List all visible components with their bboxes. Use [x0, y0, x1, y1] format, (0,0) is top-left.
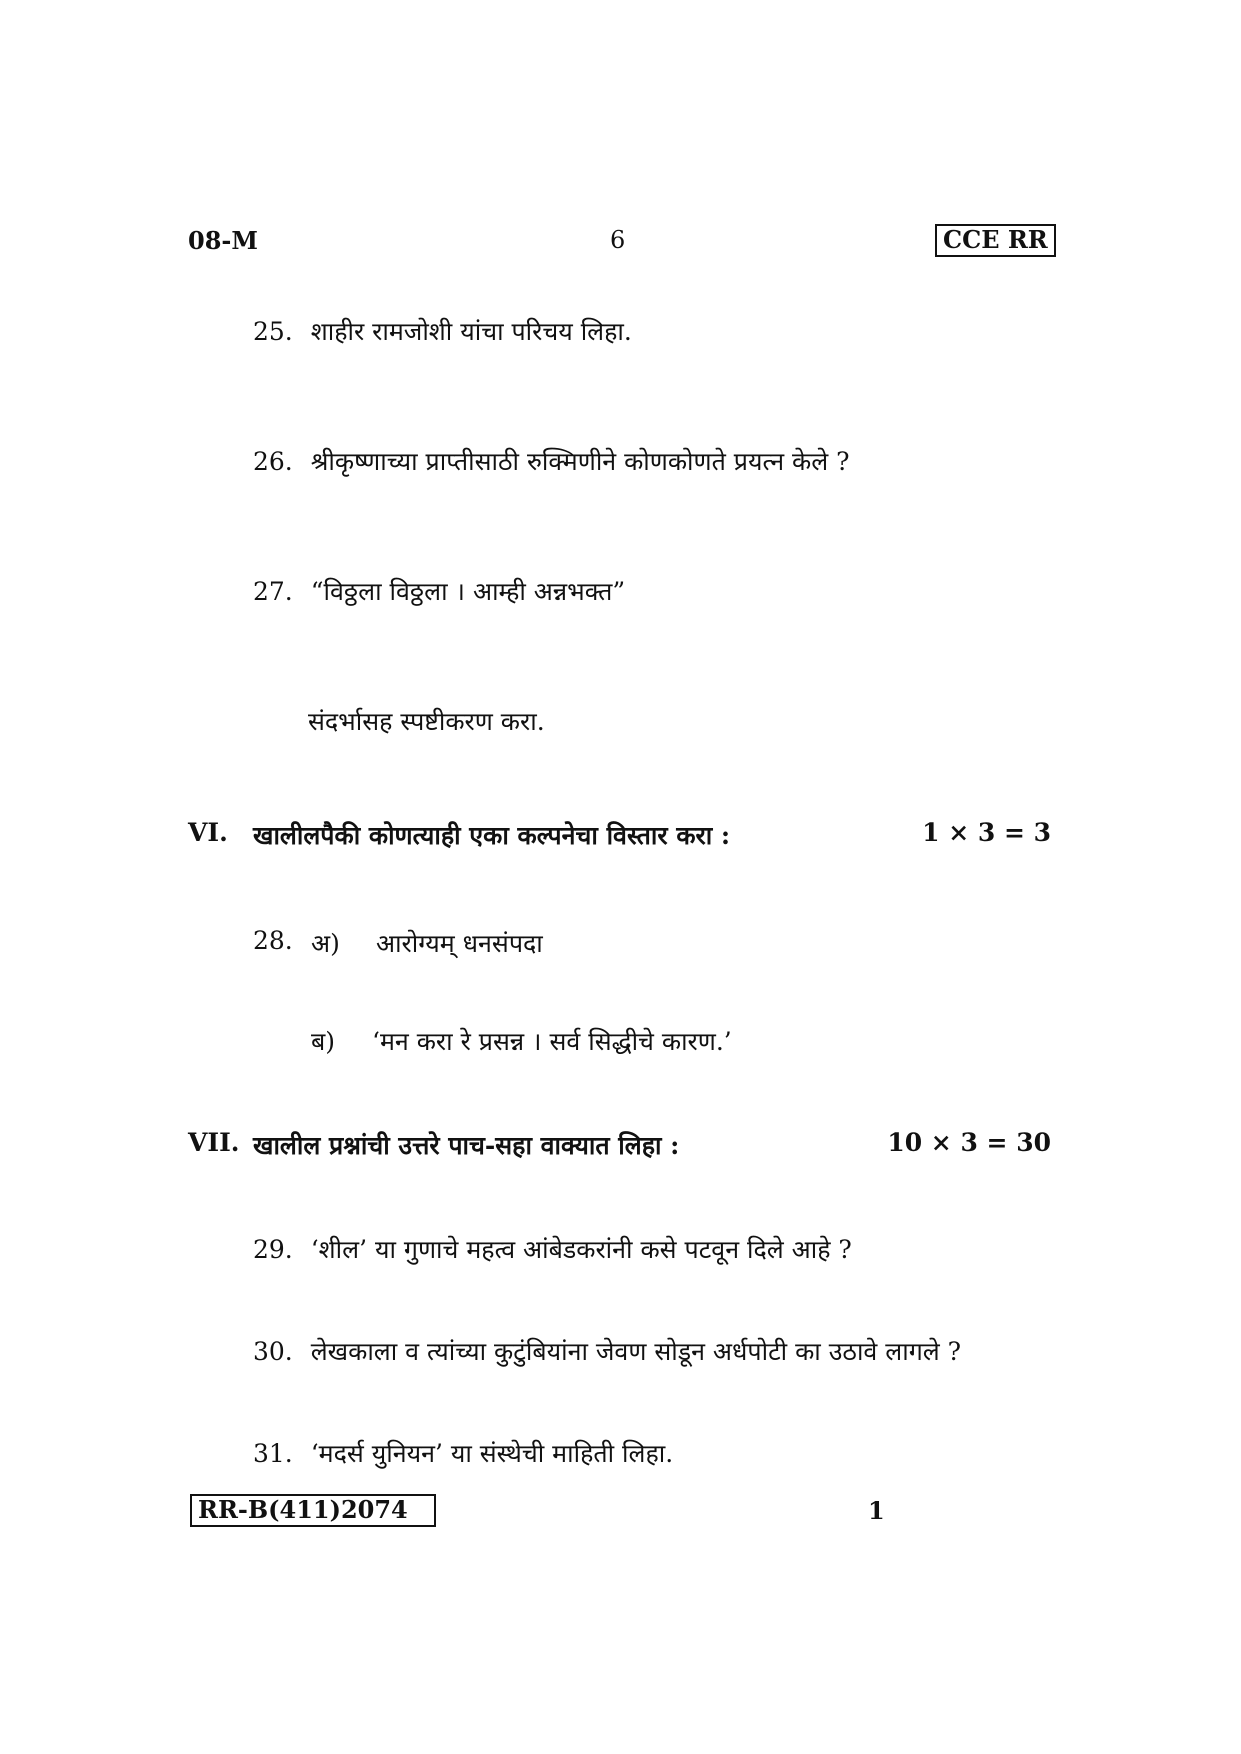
question-27-instruction: संदर्भासह स्पष्टीकरण करा.	[308, 707, 545, 736]
question-28-number: 28.	[253, 926, 293, 955]
page-number: 6	[610, 226, 626, 254]
question-number: 31.	[253, 1439, 293, 1468]
option-b-text: ‘मन करा रे प्रसन्न । सर्व सिद्धीचे कारण.’	[372, 1027, 732, 1056]
question-number: 25.	[253, 317, 293, 346]
question-25	[253, 314, 632, 348]
question-27	[253, 574, 625, 608]
section-vii-marks: 10 × 3 = 30	[887, 1128, 1051, 1157]
section-vi-marks: 1 × 3 = 3	[922, 818, 1051, 847]
question-number: 29.	[253, 1235, 293, 1264]
footer-code-box: RR-B(411)2074	[190, 1494, 436, 1527]
question-29	[253, 1232, 852, 1266]
question-26	[253, 444, 850, 478]
question-text: लेखकाला व त्यांच्या कुटुंबियांना जेवण सोडून अर्धपोटी का उठावे लागले ?	[310, 1337, 962, 1366]
section-vi-title: खालीलपैकी कोणत्याही एका कल्पनेचा विस्तार करा :	[253, 821, 731, 850]
option-a-text: आरोग्यम् धनसंपदा	[376, 929, 543, 958]
option-b-label: ब)	[311, 1027, 336, 1056]
footer-number: 1	[868, 1496, 885, 1525]
exam-code-box: CCE RR	[935, 224, 1056, 257]
option-a-label: अ)	[311, 929, 340, 958]
section-vii-roman: VII.	[188, 1128, 240, 1157]
question-text: ‘मदर्स युनियन’ या संस्थेची माहिती लिहा.	[310, 1439, 674, 1468]
question-30	[253, 1334, 961, 1368]
question-text: शाहीर रामजोशी यांचा परिचय लिहा.	[310, 317, 632, 346]
question-number: 27.	[253, 577, 293, 606]
question-number: 26.	[253, 447, 293, 476]
question-31	[253, 1436, 673, 1470]
question-text: श्रीकृष्णाच्या प्राप्तीसाठी रुक्मिणीने कोणकोणते प्रयत्न केले ?	[310, 447, 850, 476]
question-text: “विठ्ठला विठ्ठला । आम्ही अन्नभक्त”	[310, 577, 626, 606]
question-text: ‘शील’ या गुणाचे महत्व आंबेडकरांनी कसे पटवून दिले आहे ?	[310, 1235, 852, 1264]
paper-code: 08-M	[188, 226, 258, 255]
question-number: 30.	[253, 1337, 293, 1366]
section-vi-roman: VI.	[188, 818, 228, 847]
section-vii-title: खालील प्रश्नांची उत्तरे पाच-सहा वाक्यात लिहा :	[253, 1131, 680, 1160]
